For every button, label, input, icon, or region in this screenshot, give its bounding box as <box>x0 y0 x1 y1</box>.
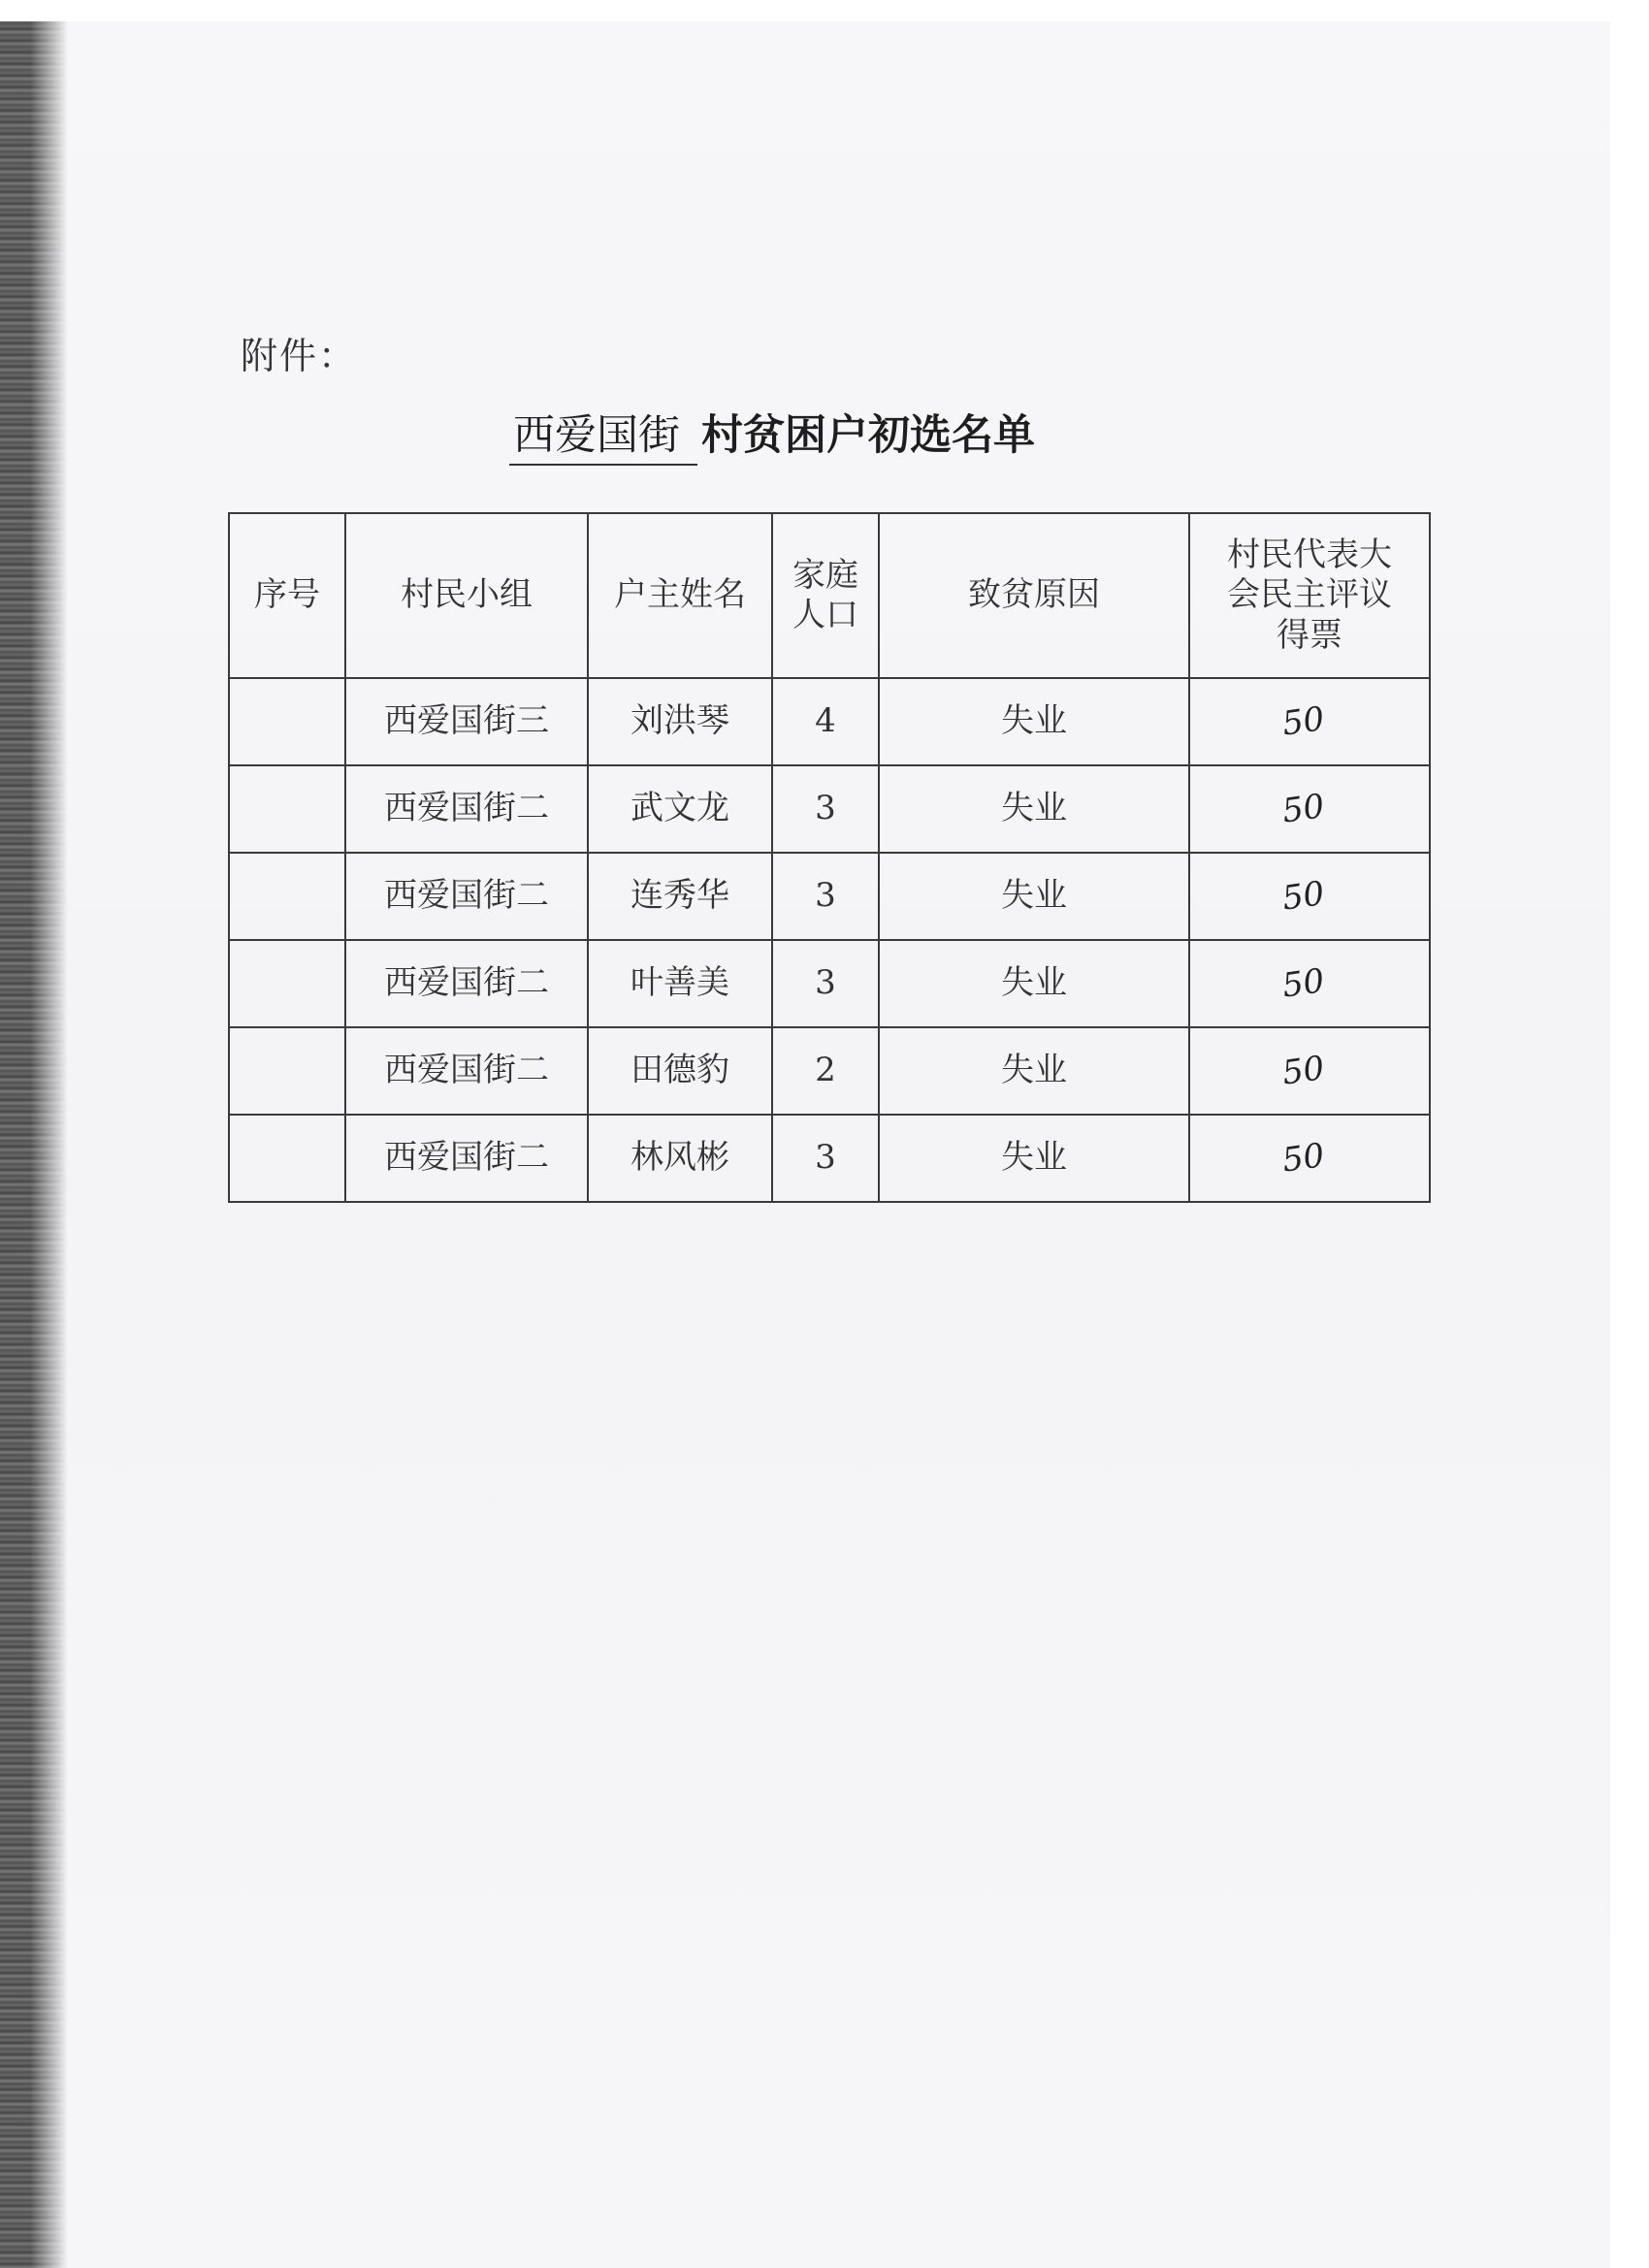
cell-householder-name: 叶善美 <box>588 940 772 1027</box>
cell-vote-count <box>1189 1027 1430 1115</box>
cell-poverty-cause: 失业 <box>879 765 1189 853</box>
cell-serial-number <box>229 1027 345 1115</box>
table-row <box>229 940 1430 1027</box>
scan-margin-top <box>0 0 1649 21</box>
cell-householder-name: 连秀华 <box>588 853 772 940</box>
handwritten-votes: 50 <box>1279 874 1328 919</box>
cell-poverty-cause: 失业 <box>879 1115 1189 1202</box>
table-row <box>229 853 1430 940</box>
handwritten-votes: 50 <box>1279 699 1328 744</box>
table-row <box>229 678 1430 765</box>
header-household-size: 家庭 人口 <box>772 513 879 678</box>
cell-villager-group: 西爱国街三 <box>345 678 588 765</box>
cell-household-size: 3 <box>772 853 879 940</box>
header-poverty-cause: 致贫原因 <box>879 513 1189 678</box>
cell-vote-count <box>1189 765 1430 853</box>
header-householder-name: 户主姓名 <box>588 513 772 678</box>
cell-household-size: 2 <box>772 1027 879 1115</box>
document-title <box>509 403 1035 466</box>
cell-householder-name: 田德豹 <box>588 1027 772 1115</box>
cell-villager-group: 西爱国街二 <box>345 1027 588 1115</box>
cell-vote-count <box>1189 940 1430 1027</box>
header-villager-group: 村民小组 <box>345 513 588 678</box>
cell-household-size: 4 <box>772 678 879 765</box>
table-row <box>229 1027 1430 1115</box>
cell-serial-number <box>229 765 345 853</box>
handwritten-votes: 50 <box>1279 1136 1328 1181</box>
cell-household-size: 3 <box>772 1115 879 1202</box>
cell-vote-count <box>1189 678 1430 765</box>
scan-margin-right <box>1610 0 1649 2268</box>
cell-vote-count <box>1189 1115 1430 1202</box>
cell-householder-name: 刘洪琴 <box>588 678 772 765</box>
cell-villager-group: 西爱国街二 <box>345 853 588 940</box>
attachment-label: 附件： <box>241 335 358 377</box>
cell-villager-group: 西爱国街二 <box>345 940 588 1027</box>
cell-villager-group: 西爱国街二 <box>345 765 588 853</box>
cell-vote-count <box>1189 853 1430 940</box>
cell-household-size: 3 <box>772 765 879 853</box>
header-vote-count: 村民代表大 会民主评议 得票 <box>1189 513 1430 678</box>
cell-serial-number <box>229 678 345 765</box>
table-header-row <box>229 513 1430 678</box>
cell-villager-group: 西爱国街二 <box>345 1115 588 1202</box>
header-serial-number: 序号 <box>229 513 345 678</box>
table-row <box>229 1115 1430 1202</box>
cell-poverty-cause: 失业 <box>879 678 1189 765</box>
scan-shadow-left <box>0 0 68 2268</box>
title-text: 村贫困户初选名单 <box>701 411 1035 460</box>
handwritten-votes: 50 <box>1279 1049 1328 1093</box>
handwritten-votes: 50 <box>1279 961 1328 1006</box>
poverty-household-table <box>228 512 1431 1203</box>
cell-poverty-cause: 失业 <box>879 853 1189 940</box>
cell-householder-name: 林风彬 <box>588 1115 772 1202</box>
title-place-name: 西爱国街 <box>509 403 697 466</box>
cell-household-size: 3 <box>772 940 879 1027</box>
handwritten-votes: 50 <box>1279 787 1328 831</box>
cell-poverty-cause: 失业 <box>879 1027 1189 1115</box>
cell-householder-name: 武文龙 <box>588 765 772 853</box>
cell-serial-number <box>229 853 345 940</box>
cell-serial-number <box>229 1115 345 1202</box>
table-row <box>229 765 1430 853</box>
cell-poverty-cause: 失业 <box>879 940 1189 1027</box>
cell-serial-number <box>229 940 345 1027</box>
